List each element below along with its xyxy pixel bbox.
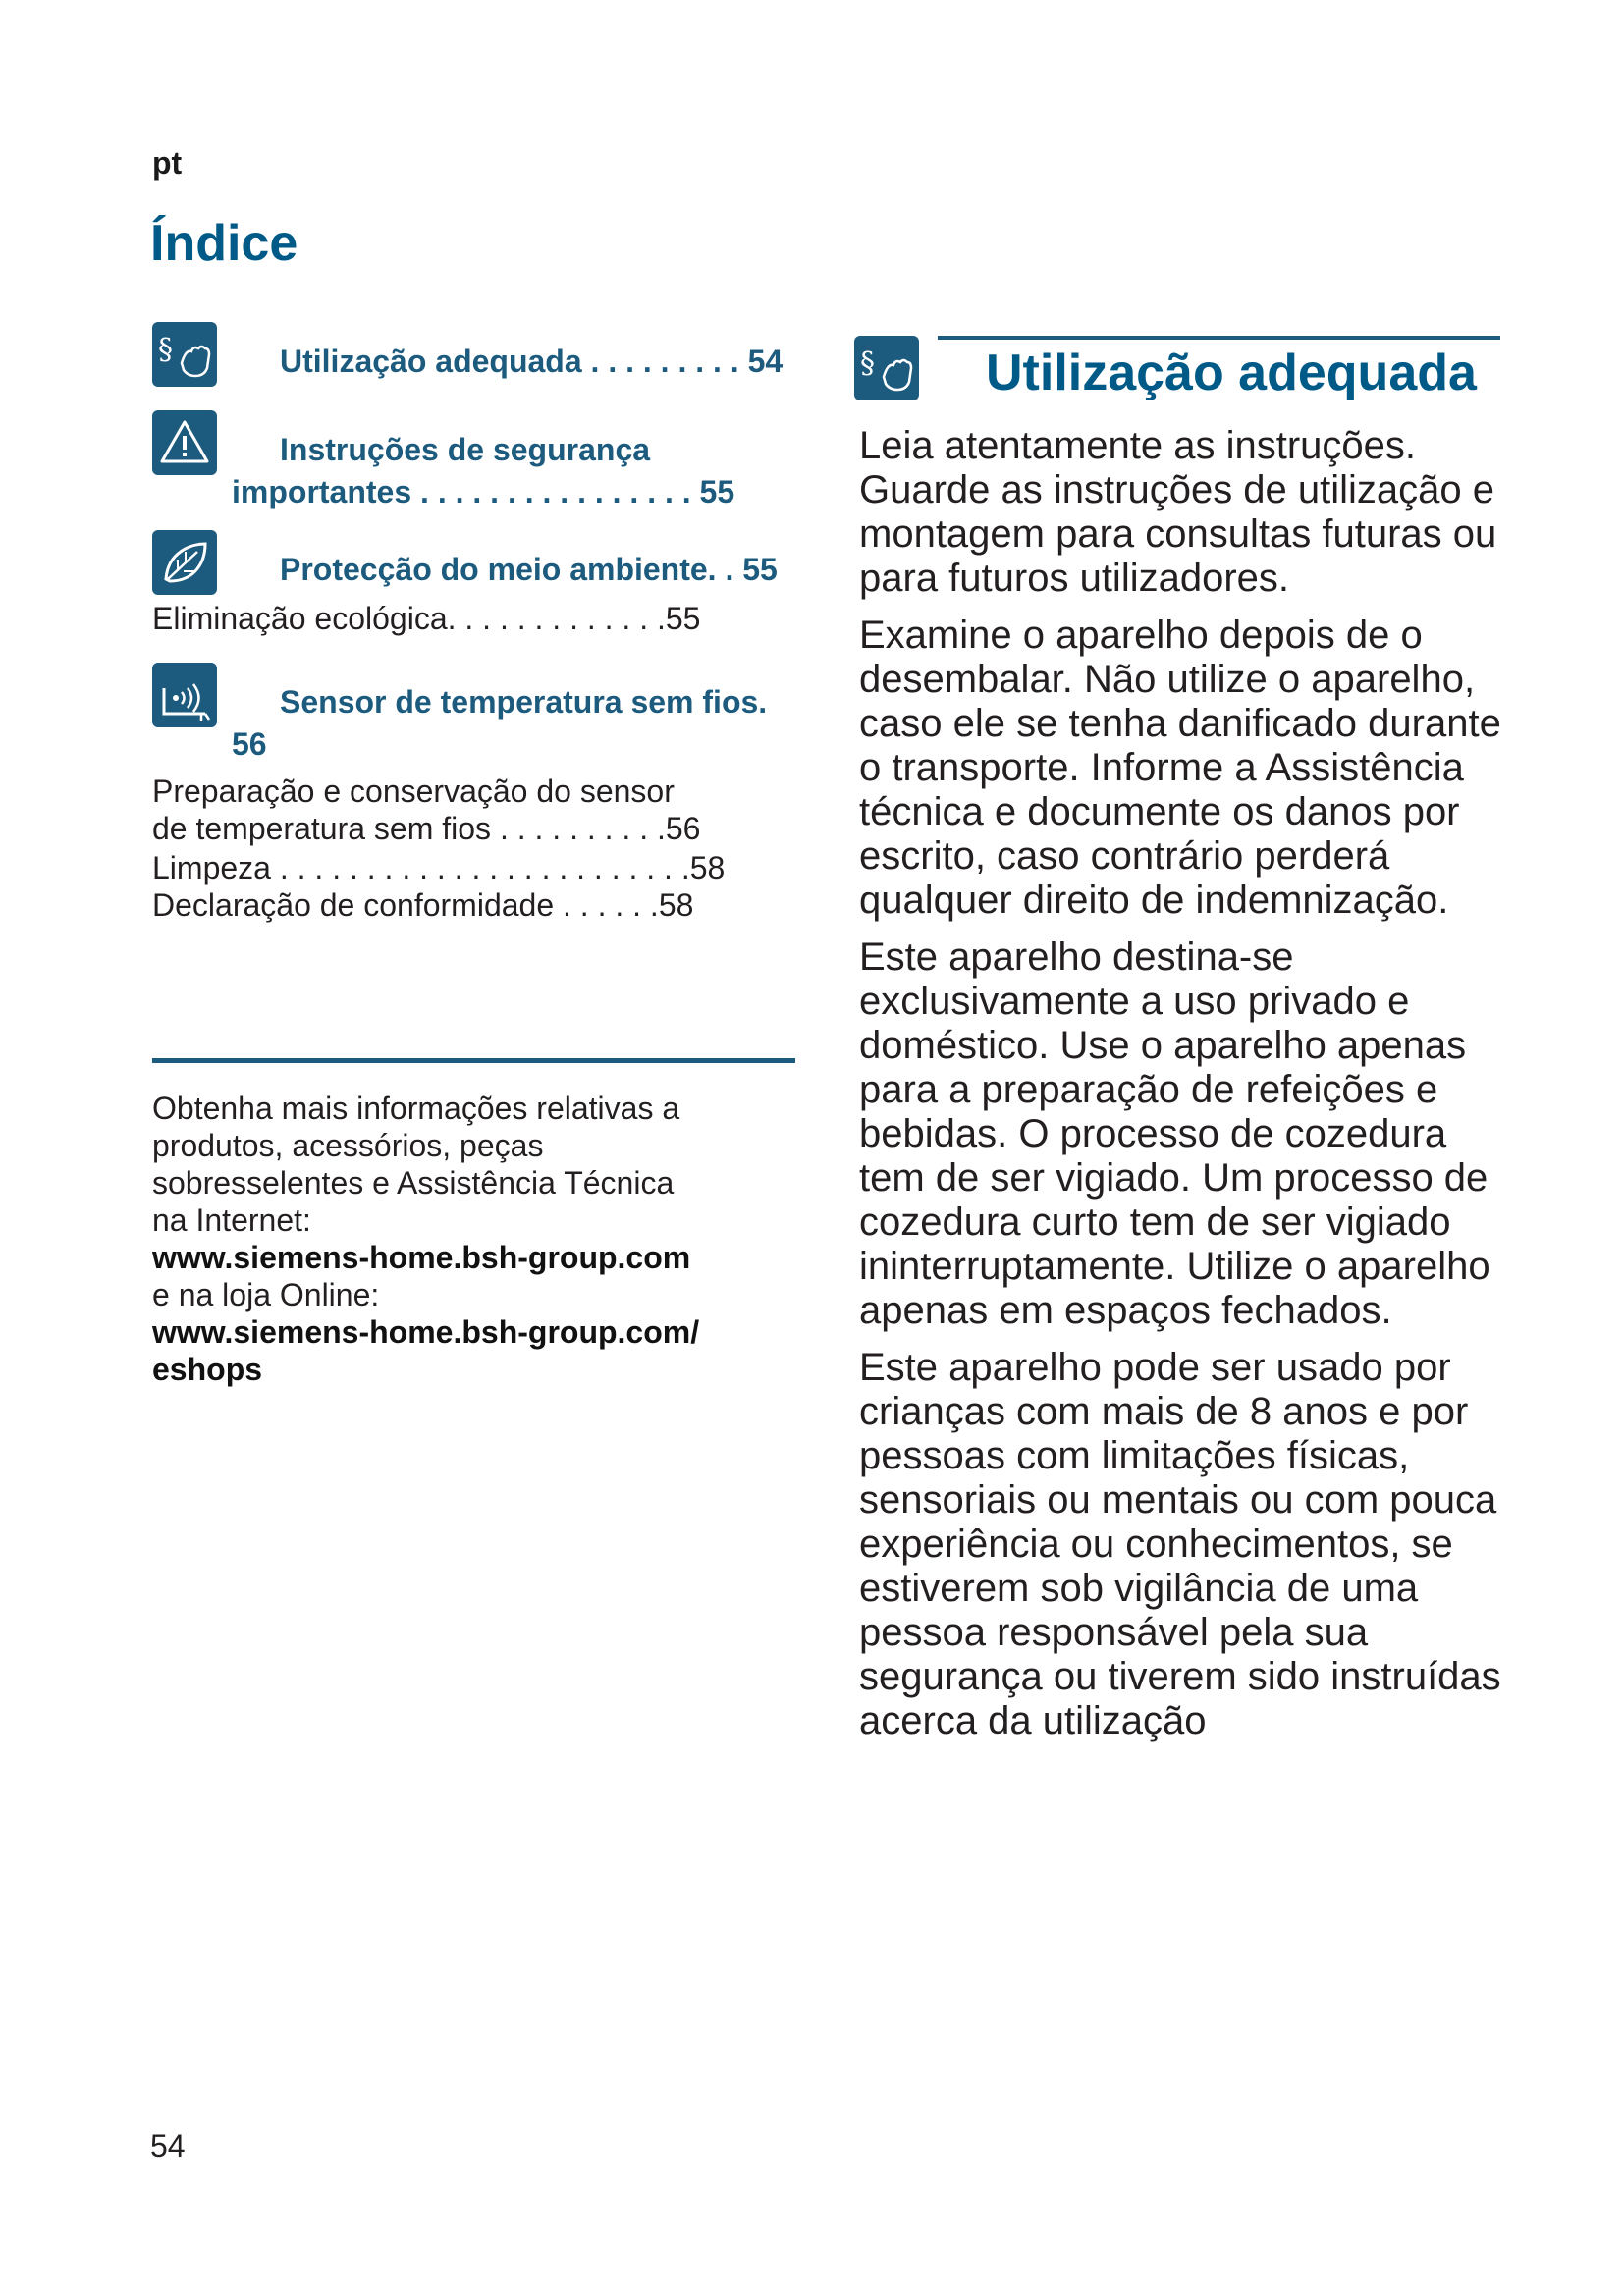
toc-entry-seguranca-line2[interactable]: importantes . . . . . . . . . . . . . . . . 55 [232,474,735,509]
wireless-sensor-icon [152,663,217,727]
paragraph-hand-icon [152,322,217,387]
toc-sub-eliminacao[interactable]: Eliminação ecológica. . . . . . . . . . . . .55 [152,601,701,636]
eshop-link-line2[interactable]: eshops [152,1352,263,1387]
eshop-link-line1[interactable]: www.siemens-home.bsh-group.com/ [152,1314,700,1350]
info-text-line: e na loja Online: [152,1277,380,1312]
body-paragraph: Este aparelho pode ser usado por crianças com mais de 8 anos e por pessoas com limitações físicas, sensoriais ou mentais ou com pouca experiência ou conhecimentos, se estiverem sob vigilância de uma pessoa responsável pela sua segurança ou tiverem sido instruídas acerca da utilização [859,1346,1501,1742]
info-text-line: sobresselentes e Assistência Técnica [152,1165,675,1201]
svg-text:§: § [158,333,173,367]
info-text-line: Obtenha mais informações relativas a [152,1091,680,1126]
body-paragraph: Leia atentamente as instruções. Guarde as instruções de utilização e montagem para consultas futuras ou para futuros utilizadores. [859,424,1497,600]
body-paragraph: Examine o aparelho depois de o desembalar. Não utilize o aparelho, caso ele se tenha danificado durante o transporte. Informe a Assistência técnica e documente os danos por escrito, caso contrário perderá qualquer direito de indemnização. [859,614,1501,922]
body-paragraph: Este aparelho destina-se exclusivamente a uso privado e doméstico. Use o aparelho apenas para a preparação de refeições e bebidas. O processo de cozedura tem de ser vigiado. Um processo de cozedura curto tem de ser vigiado ininterruptamente. Utilize o aparelho apenas em espaços fechados. [859,935,1490,1332]
toc-entry-seguranca-line1[interactable]: Instruções de segurança [280,432,651,467]
language-code: pt [152,145,183,181]
info-divider [152,1058,795,1063]
info-text-line: produtos, acessórios, peças [152,1128,544,1163]
warning-triangle-icon [152,410,217,475]
section-rule [938,336,1500,340]
section-title: Utilização adequada [986,345,1477,401]
toc-entry-sensor-line2[interactable]: 56 [232,726,267,762]
section-body [859,424,1507,1756]
toc-sub-preparacao-line2[interactable]: de temperatura sem fios . . . . . . . . . .56 [152,811,701,846]
leaf-recycle-icon [152,530,217,595]
toc-entry-meio-ambiente[interactable]: Protecção do meio ambiente. . 55 [280,552,778,587]
page-number: 54 [150,2128,186,2163]
svg-text:§: § [860,347,875,381]
paragraph-hand-icon [854,336,919,400]
info-text-line: na Internet: [152,1202,311,1238]
toc-entry-utilizacao[interactable]: Utilização adequada . . . . . . . . . 54 [280,344,784,379]
toc-sub-preparacao-line1[interactable]: Preparação e conservação do sensor [152,774,675,809]
info-block [152,1090,800,1388]
website-link[interactable]: www.siemens-home.bsh-group.com [152,1240,691,1275]
toc-sub-declaracao[interactable]: Declaração de conformidade . . . . . .58 [152,887,694,923]
toc-sub-limpeza[interactable]: Limpeza . . . . . . . . . . . . . . . . . . . . . . . .58 [152,850,726,885]
toc-entry-sensor-line1[interactable]: Sensor de temperatura sem fios. [280,684,768,720]
page-title: Índice [150,215,298,272]
